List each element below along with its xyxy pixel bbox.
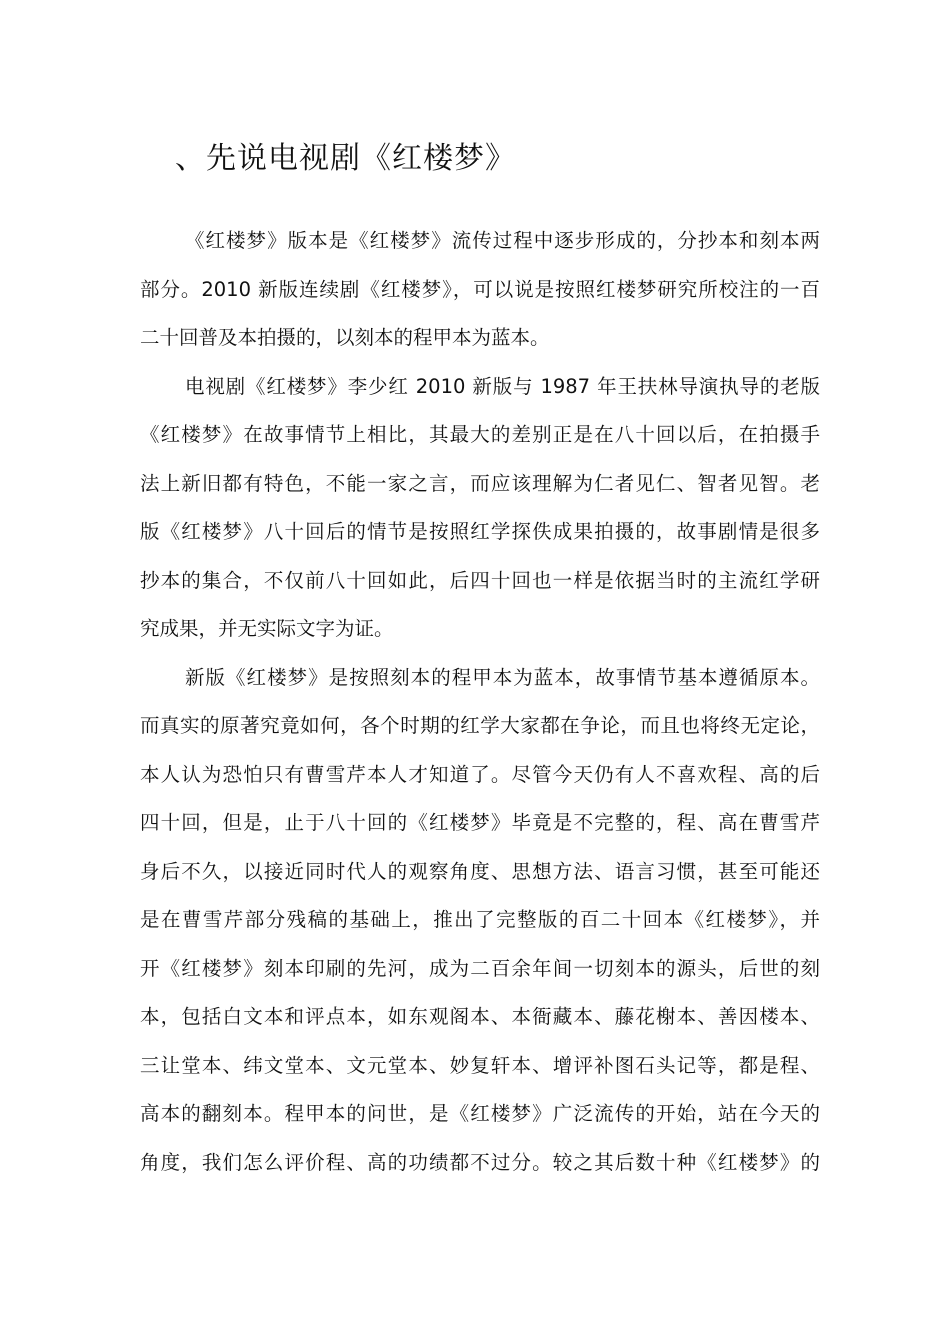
paragraph-line: 新版《红楼梦》是按照刻本的程甲本为蓝本，故事情节基本遵循原本。 (185, 665, 820, 689)
paragraph-line: 是在曹雪芹部分残稿的基础上，推出了完整版的百二十回本《红楼梦》，并 (140, 908, 820, 931)
paragraph-line: 法上新旧都有特色，不能一家之言，而应该理解为仁者见仁、智者见智。老 (140, 471, 820, 495)
paragraph-line: 《红楼梦》在故事情节上相比，其最大的差别正是在八十回以后，在拍摄手 (140, 423, 820, 446)
paragraph-line: 本，包括白文本和评点本，如东观阁本、本衙藏本、藤花榭本、善因楼本、 (140, 1005, 820, 1028)
paragraph-line: 二十回普及本拍摄的，以刻本的程甲本为蓝本。 (140, 326, 550, 349)
paragraph-line: 本人认为恐怕只有曹雪芹本人才知道了。尽管今天仍有人不喜欢程、高的后 (140, 762, 820, 786)
section-title: 、先说电视剧《红楼梦》 (175, 141, 516, 176)
paragraph-line: 版《红楼梦》八十回后的情节是按照红学探佚成果拍摄的，故事剧情是很多 (140, 520, 820, 543)
paragraph-line: 三让堂本、纬文堂本、文元堂本、妙复轩本、增评补图石头记等，都是程、 (140, 1053, 820, 1077)
paragraph-3 (140, 654, 820, 1188)
paragraph-line: 部分。2010 新版连续剧《红楼梦》，可以说是按照红楼梦研究所校注的一百 (140, 277, 820, 301)
body-text (140, 217, 820, 1187)
paragraph-line: 开《红楼梦》刻本印刷的先河，成为二百余年间一切刻本的源头，后世的刻 (140, 956, 820, 980)
paragraph-line: 四十回，但是，止于八十回的《红楼梦》毕竟是不完整的，程、高在曹雪芹 (140, 811, 820, 834)
paragraph-line: 而真实的原著究竟如何，各个时期的红学大家都在争论，而且也将终无定论， (140, 714, 820, 737)
paragraph-2 (140, 363, 820, 654)
paragraph-line: 究成果，并无实际文字为证。 (140, 617, 394, 640)
paragraph-line: 高本的翻刻本。程甲本的问世，是《红楼梦》广泛流传的开始，站在今天的 (140, 1102, 820, 1125)
paragraph-line: 电视剧《红楼梦》李少红 2010 新版与 1987 年王扶林导演执导的老版 (185, 374, 820, 398)
paragraph-1 (140, 217, 820, 363)
paragraph-line: 《红楼梦》版本是《红楼梦》流传过程中逐步形成的，分抄本和刻本两 (185, 229, 820, 252)
paragraph-line: 抄本的集合，不仅前八十回如此，后四十回也一样是依据当时的主流红学研 (140, 568, 820, 592)
paragraph-line: 身后不久，以接近同时代人的观察角度、思想方法、语言习惯，甚至可能还 (140, 859, 820, 883)
paragraph-line: 角度，我们怎么评价程、高的功绩都不过分。较之其后数十种《红楼梦》的 (140, 1150, 820, 1174)
